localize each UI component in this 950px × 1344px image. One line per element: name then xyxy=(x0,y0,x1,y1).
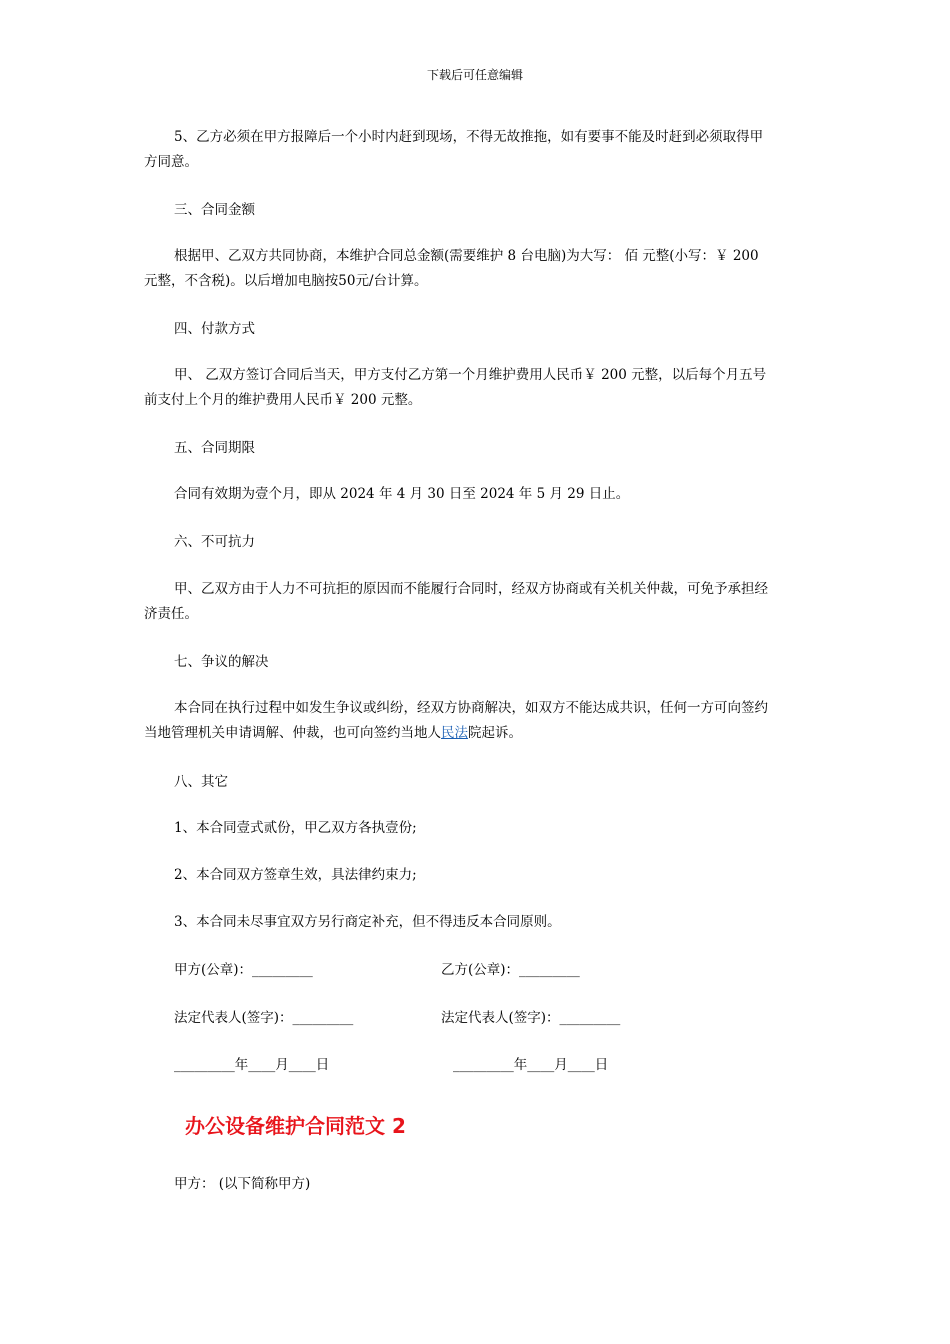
section-7-line2-pre: 当地管理机关申请调解、仲裁，也可向签约当地人 xyxy=(144,725,441,741)
section-8-heading: 八、其它 xyxy=(174,774,228,790)
party-a-seal: 甲方(公章)：_________ xyxy=(174,962,313,978)
page-header: 下载后可任意编辑 xyxy=(426,68,523,82)
section-7-body xyxy=(144,696,809,746)
clause-5-line2: 方同意。 xyxy=(144,154,198,170)
party-b-seal: 乙方(公章)：_________ xyxy=(441,962,580,978)
section-6-heading: 六、不可抗力 xyxy=(174,534,255,550)
section-4-line1: 甲、 乙双方签订合同后当天，甲方支付乙方第一个月维护费用人民币￥ 200 元整，以后每个月五号 xyxy=(174,367,767,383)
section-6-body xyxy=(144,577,809,627)
section-6-line1: 甲、乙双方由于人力不可抗拒的原因而不能履行合同时，经双方协商或有关机关仲裁，可免予承担经 xyxy=(174,581,768,597)
section-7-line2-post: 院起诉。 xyxy=(468,725,522,741)
party-a-intro: 甲方： (以下简称甲方) xyxy=(174,1176,311,1192)
section-7-heading: 七、争议的解决 xyxy=(174,654,269,670)
section-4-line2: 前支付上个月的维护费用人民币￥ 200 元整。 xyxy=(144,392,422,408)
section-5-heading: 五、合同期限 xyxy=(174,440,255,456)
civil-court-link[interactable]: 民法 xyxy=(441,725,468,741)
section-6-line2: 济责任。 xyxy=(144,606,198,622)
party-a-date: _________年____月____日 xyxy=(174,1057,330,1073)
section-3-heading: 三、合同金额 xyxy=(174,202,255,218)
party-a-representative: 法定代表人(签字)：_________ xyxy=(174,1010,354,1026)
clause-5 xyxy=(144,125,809,175)
section-5-body: 合同有效期为壹个月，即从 2024 年 4 月 30 日至 2024 年 5 月 29 日止。 xyxy=(174,486,630,502)
section-8-item-3: 3、本合同未尽事宜双方另行商定补充，但不得违反本合同原则。 xyxy=(174,914,561,930)
section-4-heading: 四、付款方式 xyxy=(174,321,255,337)
party-b-representative: 法定代表人(签字)：_________ xyxy=(441,1010,621,1026)
section-3-line2: 元整，不含税)。以后增加电脑按50元/台计算。 xyxy=(144,273,428,289)
clause-5-line1: 5、乙方必须在甲方报障后一个小时内赶到现场，不得无故推拖，如有要事不能及时赶到必须取得甲 xyxy=(174,129,764,145)
section-7-line1: 本合同在执行过程中如发生争议或纠纷，经双方协商解决，如双方不能达成共识，任何一方可向签约 xyxy=(174,700,768,716)
section-3-line1: 根据甲、乙双方共同协商，本维护合同总金额(需要维护 8 台电脑)为大写： 佰 元整(小写：￥ 200 xyxy=(174,248,759,264)
contract-title-2: 办公设备维护合同范文 2 xyxy=(185,1114,406,1138)
party-b-date: _________年____月____日 xyxy=(453,1057,609,1073)
section-8-item-1: 1、本合同壹式贰份，甲乙双方各执壹份; xyxy=(174,820,417,836)
section-7-line2 xyxy=(144,721,809,746)
section-3-body xyxy=(144,244,809,294)
section-4-body xyxy=(144,363,809,413)
section-8-item-2: 2、本合同双方签章生效，具法律约束力; xyxy=(174,867,417,883)
